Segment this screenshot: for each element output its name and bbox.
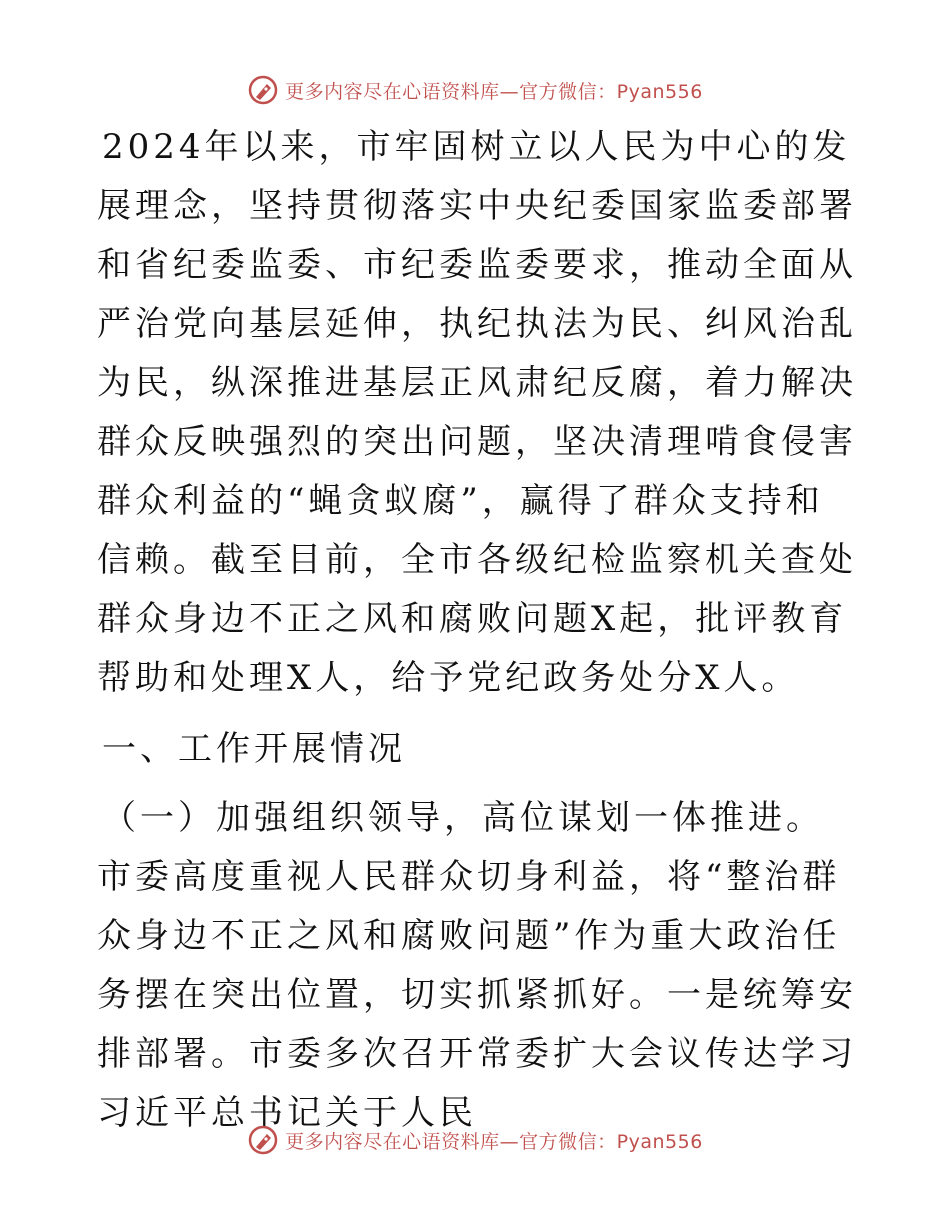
pen-nib-logo-icon: [247, 74, 279, 106]
body-paragraph: （一）加强组织领导，高位谋划一体推进。市委高度重视人民群众切身利益，将“整治群众身边不正之风和腐败问题”作为重大政治任务摆在突出位置，切实抓紧抓好。一是统筹安排部署。市委多次召开常委扩大会议传达学习习近平总书记关于人民: [97, 798, 857, 1133]
footer-watermark-banner: [0, 1120, 950, 1160]
section-heading: 一、工作开展情况: [102, 729, 406, 769]
pen-nib-logo-icon: [247, 1124, 279, 1156]
header-watermark-banner: [0, 70, 950, 110]
watermark-text: 更多内容尽在心语资料库—官方微信：Pyan556: [285, 80, 703, 103]
intro-paragraph: 2024年以来，市牢固树立以人民为中心的发展理念，坚持贯彻落实中央纪委国家监委部署和省纪委监委、市纪委监委要求，推动全面从严治党向基层延伸，执纪执法为民、纠风治乱为民，纵深推进基层正风肃纪反腐，着力解决群众反映强烈的突出问题，坚决清理啃食侵害群众利益的“蝇贪蚁腐”，赢得了群众支持和信赖。截至目前，全市各级纪检监察机关查处群众身边不正之风和腐败问题X起，批评教育帮助和处理X人，给予党纪政务处分X人。: [97, 127, 857, 698]
watermark-text: 更多内容尽在心语资料库—官方微信：Pyan556: [285, 1130, 703, 1153]
document-body: [97, 118, 857, 1143]
